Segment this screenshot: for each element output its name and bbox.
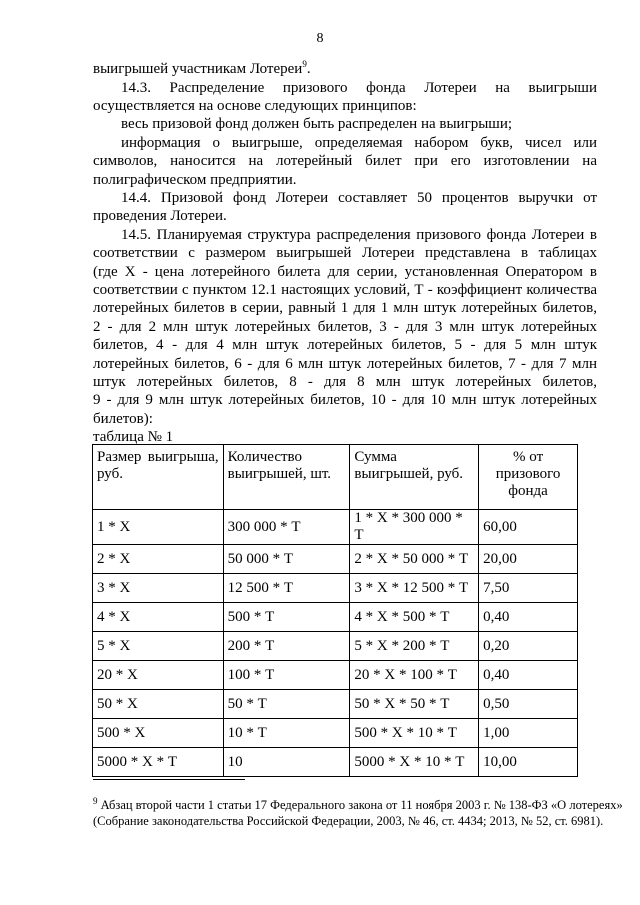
table-cell: 100 * Т (223, 661, 350, 690)
table-cell: 20 * X * 100 * Т (350, 661, 479, 690)
table-cell: 500 * X (93, 719, 224, 748)
table-cell: 5000 * X * 10 * Т (350, 748, 479, 777)
header-cell (350, 445, 479, 510)
page-number: 8 (316, 31, 324, 46)
footnote-separator (93, 779, 245, 780)
text-line: соответствии с размером выигрышей Лотереи представлена в таблицах (93, 245, 597, 261)
text-line: осуществляется на основе следующих принципов: (93, 98, 417, 114)
header-text: Сумма (354, 449, 397, 465)
table-cell: 1,00 (479, 719, 578, 748)
table-row (93, 603, 578, 632)
text-line: лотерейных билетов в серии, равный 1 для 1 млн штук лотерейных билетов, (93, 300, 597, 316)
table-cell: 2 * X * 50 000 * Т (350, 545, 479, 574)
text-line: 9 - для 9 млн штук лотерейных билетов, 10 - для 10 млн штук лотерейных (93, 392, 597, 408)
table-cell: 60,00 (479, 510, 578, 545)
header-text: фонда (508, 483, 548, 499)
table-cell: 3 * X * 12 500 * Т (350, 574, 479, 603)
table-row (93, 748, 578, 777)
table-cell: 0,50 (479, 690, 578, 719)
table-cell: 10 (223, 748, 350, 777)
table-cell: 200 * Т (223, 632, 350, 661)
paragraph-continuation-text: выигрышей участникам Лотереи (93, 61, 303, 77)
header-cell (479, 445, 578, 510)
paragraph-continuation (93, 60, 311, 78)
table-row (93, 632, 578, 661)
header-text: выигрышей, шт. (227, 466, 332, 482)
text-line: 14.5. Планируемая структура распределения призового фонда Лотереи в (121, 227, 597, 243)
table-row (93, 574, 578, 603)
header-text: выигрышей, руб. (354, 466, 464, 482)
text-line: лотерейных билетов, 6 - для 6 млн штук лотерейных билетов, 7 - для 7 млн (93, 356, 597, 372)
table-cell: 12 500 * Т (223, 574, 350, 603)
prize-distribution-table (92, 444, 578, 777)
text-line: штук лотерейных билетов, 8 - для 8 млн штук лотерейных билетов, (93, 374, 597, 390)
header-text: руб. (97, 466, 123, 482)
table-cell: 4 * X (93, 603, 224, 632)
text-line: соответствии с пунктом 12.1 настоящих условий, Т - коэффициент количества (93, 282, 597, 298)
table-cell: 50 * X * 50 * Т (350, 690, 479, 719)
table-cell: 50 * Т (223, 690, 350, 719)
table-cell: 1 * X (93, 510, 224, 545)
footnote-line: (Собрание законодательства Российской Федерации, 2003, № 46, ст. 4434; 2013, № 52, ст. 6981). (93, 814, 604, 828)
text-line: полиграфическом предприятии. (93, 172, 297, 188)
table-cell: 10,00 (479, 748, 578, 777)
text-line: 14.4. Призовой фонд Лотереи составляет 50 процентов выручки от (121, 190, 597, 206)
table-cell: 20 * X (93, 661, 224, 690)
table-header-row (93, 445, 578, 510)
footnote-reference: 9 (302, 59, 307, 69)
text-line: информация о выигрыше, определяемая набором букв, чисел или (121, 135, 597, 151)
text-line: билетов): (93, 411, 153, 427)
footnote-text: Абзац второй части 1 статьи 17 Федерального закона от 11 ноября 2003 г. № 138-ФЗ «О лотереях» (100, 798, 623, 812)
table-row (93, 690, 578, 719)
header-cell (223, 445, 350, 510)
table-cell: 0,40 (479, 603, 578, 632)
table-row (93, 510, 578, 545)
table-cell: 2 * X (93, 545, 224, 574)
table-cell: 20,00 (479, 545, 578, 574)
table-caption: таблица № 1 (93, 429, 174, 445)
table-cell: 0,40 (479, 661, 578, 690)
table-cell: 10 * Т (223, 719, 350, 748)
table-cell: 1 * X * 300 000 * Т (350, 510, 479, 545)
table-cell: 500 * X * 10 * Т (350, 719, 479, 748)
table-cell: 5000 * X * Т (93, 748, 224, 777)
header-cell (93, 445, 224, 510)
header-text: Количество (227, 449, 303, 465)
text-line: 2 - для 2 млн штук лотерейных билетов, 3 - для 3 млн штук лотерейных (93, 319, 597, 335)
table-cell: 5 * X (93, 632, 224, 661)
table-cell: 7,50 (479, 574, 578, 603)
table-cell: 0,20 (479, 632, 578, 661)
table-cell: 500 * Т (223, 603, 350, 632)
table-cell: 4 * X * 500 * Т (350, 603, 479, 632)
table-row (93, 545, 578, 574)
header-text: Размер выигрыша, (97, 449, 219, 465)
paragraph-continuation-end: . (306, 61, 311, 77)
text-line: 14.3. Распределение призового фонда Лотереи на выигрыши (121, 80, 597, 96)
footnote-line (93, 795, 623, 813)
table-cell: 5 * X * 200 * Т (350, 632, 479, 661)
table-row (93, 719, 578, 748)
text-line: (где X - цена лотерейного билета для серии, установленная Оператором в (93, 264, 597, 280)
header-text: призового (495, 466, 561, 482)
table-cell: 50 000 * Т (223, 545, 350, 574)
footnote-marker: 9 (93, 795, 98, 806)
table-cell: 300 000 * Т (223, 510, 350, 545)
table-cell: 50 * X (93, 690, 224, 719)
text-line: весь призовой фонд должен быть распределен на выигрыши; (121, 116, 513, 132)
header-text: % от (513, 449, 544, 465)
table-row (93, 661, 578, 690)
text-line: билетов, 4 - для 4 млн штук лотерейных билетов, 5 - для 5 млн штук (93, 337, 597, 353)
table-cell: 3 * X (93, 574, 224, 603)
text-line: символов, наносится на лотерейный билет при его изготовлении на (93, 153, 597, 169)
text-line: проведения Лотереи. (93, 208, 227, 224)
